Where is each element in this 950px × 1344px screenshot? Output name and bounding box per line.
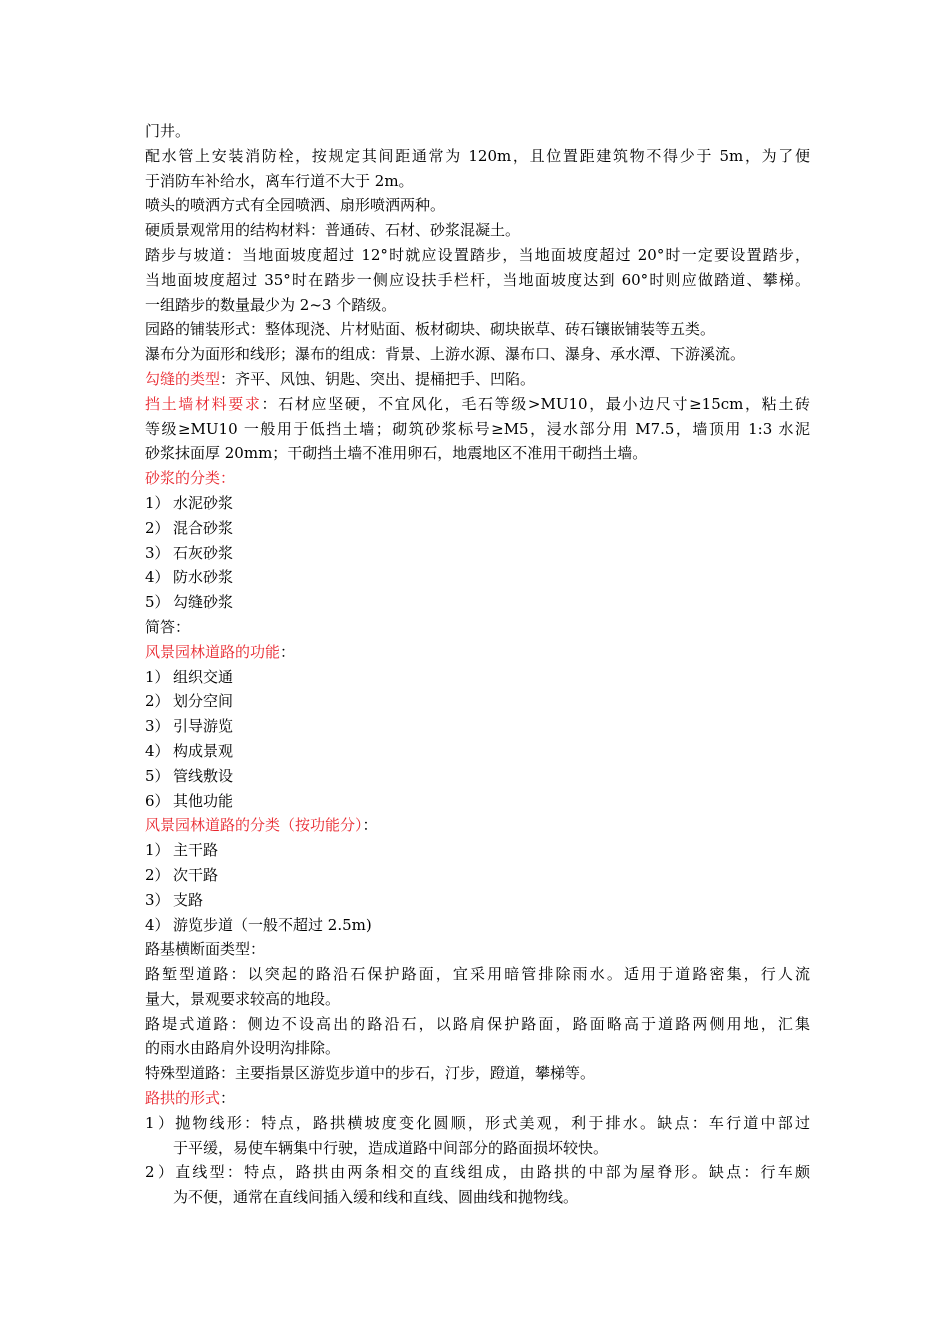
list-item	[145, 1160, 810, 1210]
section-heading: 路拱的形式	[145, 1089, 221, 1108]
paragraph-fire-hydrant	[145, 144, 810, 194]
list-text: 构成景观	[173, 741, 234, 760]
text-line: 一组踏步的数量最少为 2~3 个踏级。	[145, 295, 397, 314]
text-line	[145, 1111, 810, 1136]
text-line: 等级≥MU10 一般用于低挡土墙；砌筑砂浆标号≥M5，浸水部分用 M7.5，墙顶用 1:3 水泥	[145, 419, 810, 438]
list-text: 石灰砂浆	[173, 543, 234, 562]
section-heading: 挡土墙材料要求	[145, 394, 262, 413]
paragraph-steps-ramps	[145, 243, 810, 317]
section-heading: 风景园林道路的功能	[145, 642, 281, 661]
list-number: 3）	[145, 890, 170, 909]
list-item	[145, 590, 810, 615]
section-mortar-types	[145, 466, 810, 615]
list-item	[145, 665, 810, 690]
section-road-functions	[145, 640, 810, 814]
list-item	[145, 888, 810, 913]
list-number: 5）	[145, 766, 170, 785]
list-item	[145, 739, 810, 764]
paragraph-gate-well: 门井。	[145, 122, 191, 140]
paragraph-retaining-wall	[145, 392, 810, 466]
section-road-classes	[145, 813, 810, 937]
list-item	[145, 764, 810, 789]
text-line: 于平缓，易使车辆集中行驶，造成道路中间部分的路面损坏较快。	[173, 1138, 609, 1157]
list-number: 1）	[145, 1113, 173, 1132]
list-text: 划分空间	[173, 692, 234, 711]
heading-colon: ：	[362, 816, 378, 835]
paragraph-joint-types	[145, 367, 810, 392]
list-text: 主干路	[173, 841, 219, 860]
paragraph-cut-road	[145, 962, 810, 1012]
list-item	[145, 714, 810, 739]
list-number: 3）	[145, 543, 170, 562]
list-text: 组织交通	[173, 667, 234, 686]
list-item	[145, 541, 810, 566]
text-line: 为不便，通常在直线间插入缓和线和直线、圆曲线和抛物线。	[173, 1188, 579, 1207]
list-number: 6）	[145, 791, 170, 810]
list-number: 1）	[145, 493, 170, 512]
heading-colon: ：	[220, 469, 236, 488]
list-item	[145, 689, 810, 714]
section-road-arch	[145, 1086, 810, 1210]
section-title	[145, 1086, 810, 1111]
section-heading: 砂浆的分类	[145, 469, 221, 488]
list-number: 1）	[145, 667, 170, 686]
text-line: 踏步与坡道：当地面坡度超过 12°时就应设置踏步，当地面坡度超过 20°时一定要设置踏步，	[145, 245, 810, 264]
text-run: ：石材应坚硬，不宜风化，毛石等级>MU10，最小边尺寸≥15cm，粘土砖	[261, 394, 810, 413]
text-line	[145, 392, 810, 417]
list-item	[145, 1111, 810, 1161]
list-text: 管线敷设	[173, 766, 234, 785]
list-number: 2）	[145, 865, 170, 884]
section-title	[145, 640, 810, 665]
document-page	[145, 119, 810, 1210]
section-title	[145, 466, 810, 491]
list-number: 4）	[145, 741, 170, 760]
list-text: 抛物线形：特点，路拱横坡度变化圆顺，形式美观，利于排水。缺点：车行道中部过	[173, 1113, 810, 1132]
section-title	[145, 813, 810, 838]
text-run: ：齐平、风蚀、钥匙、突出、提桶把手、凹陷。	[220, 369, 536, 388]
list-text: 防水砂浆	[173, 568, 234, 587]
list-number: 3）	[145, 717, 170, 736]
list-number: 2）	[145, 518, 170, 537]
list-item	[145, 565, 810, 590]
text-line: 路堤式道路：侧边不设高出的路沿石，以路肩保护路面，路面略高于道路两侧用地，汇集	[145, 1014, 810, 1033]
list-number: 2）	[145, 1163, 173, 1182]
list-text: 次干路	[173, 865, 219, 884]
subgrade-label: 路基横断面类型：	[145, 940, 266, 959]
text-line	[145, 1160, 810, 1185]
list-item	[145, 913, 810, 938]
list-number: 1）	[145, 841, 170, 860]
paragraph-special-road: 特殊型道路：主要指景区游览步道中的步石，汀步，蹬道，攀梯等。	[145, 1064, 596, 1083]
list-text: 混合砂浆	[173, 518, 234, 537]
paragraph-hardscape-materials: 硬质景观常用的结构材料：普通砖、石材、砂浆混凝土。	[145, 221, 521, 240]
heading-colon: ：	[280, 642, 296, 661]
paragraph-embankment-road	[145, 1012, 810, 1062]
list-number: 4）	[145, 915, 170, 934]
paragraph-paving-forms: 园路的铺装形式：整体现浇、片材贴面、板材砌块、砌块嵌草、砖石镶嵌铺装等五类。	[145, 320, 716, 339]
text-line: 量大，景观要求较高的地段。	[145, 989, 341, 1008]
paragraph-waterfall: 瀑布分为面形和线形；瀑布的组成：背景、上游水源、瀑布口、瀑身、承水潭、下游溪流。	[145, 345, 746, 364]
list-item	[145, 491, 810, 516]
list-item	[145, 863, 810, 888]
heading-colon: ：	[220, 1089, 236, 1108]
list-number: 5）	[145, 593, 170, 612]
text-line: 的雨水由路肩外设明沟排除。	[145, 1039, 341, 1058]
short-answer-label: 简答：	[145, 617, 191, 636]
text-line: 砂浆抹面厚 20mm；干砌挡土墙不准用卵石，地震地区不准用干砌挡土墙。	[145, 444, 648, 463]
text-line: 配水管上安装消防栓，按规定其间距通常为 120m，且位置距建筑物不得少于 5m，为了便	[145, 146, 810, 165]
list-text: 引导游览	[173, 717, 234, 736]
text-line: 于消防车补给水，离车行道不大于 2m。	[145, 171, 414, 190]
paragraph-sprinkler: 喷头的喷洒方式有全园喷洒、扇形喷洒两种。	[145, 196, 446, 215]
section-heading: 勾缝的类型	[145, 369, 221, 388]
text-line: 当地面坡度超过 35°时在踏步一侧应设扶手栏杆，当地面坡度达到 60°时则应做踏道、攀梯。	[145, 270, 810, 289]
list-text: 其他功能	[173, 791, 234, 810]
list-number: 2）	[145, 692, 170, 711]
text-line: 路堑型道路：以突起的路沿石保护路面，宜采用暗管排除雨水。适用于道路密集，行人流	[145, 965, 810, 984]
list-text: 游览步道（一般不超过 2.5m)	[173, 915, 372, 934]
list-text: 支路	[173, 890, 204, 909]
list-item	[145, 838, 810, 863]
section-heading: 风景园林道路的分类（按功能分）	[145, 816, 363, 835]
list-text: 勾缝砂浆	[173, 593, 234, 612]
list-item	[145, 516, 810, 541]
list-item	[145, 789, 810, 814]
list-text: 水泥砂浆	[173, 493, 234, 512]
list-text: 直线型：特点，路拱由两条相交的直线组成，由路拱的中部为屋脊形。缺点：行车颇	[173, 1163, 810, 1182]
list-number: 4）	[145, 568, 170, 587]
